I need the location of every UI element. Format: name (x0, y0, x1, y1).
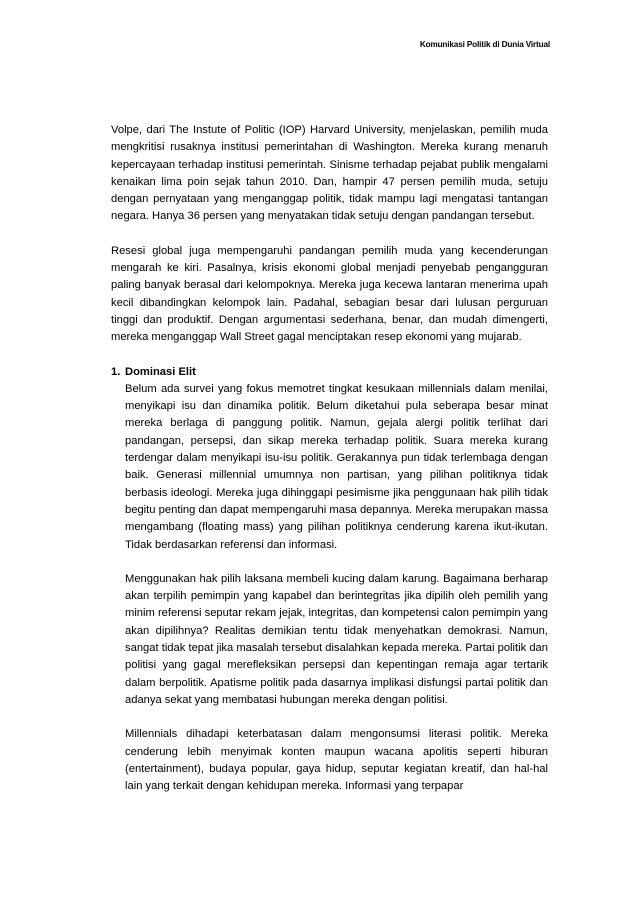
section-paragraph: Menggunakan hak pilih laksana membeli kucing dalam karung. Bagaimana berharap akan terpilih pemimpin yang kapabel dan berintegritas jika dipilih oleh pemilih yang minim referensi seputar rekam jejak, integritas, dan kompetensi calon pemimpin yang akan dipilihnya? Realitas demikian tentu tidak menyehatkan demokrasi. Namun, sangat tidak tepat jika masalah tersebut disalahkan kepada mereka. Partai politik dan politisi yang gagal merefleksikan persepsi dan kepentingan remaja agar tertarik dalam berpolitik. Apatisme politik pada dasarnya implikasi disfungsi partai politik dan adanya sekat yang membatasi hubungan mereka dengan politisi. (125, 572, 548, 706)
section-paragraph: Belum ada survei yang fokus memotret tingkat kesukaan millennials dalam menilai, menyikapi isu dan dinamika politik. Belum diketahui pula seberapa besar minat mereka berlaga di panggung politik. Namun, gejala alergi politik terlihat dari pandangan, persepsi, dan sikap mereka terhadap politik. Suara mereka kurang terdengar dalam menyikapi isu-isu politik. Gerakannya pun tidak terlembaga dengan baik. Generasi millennial umumnya non partisan, yang pilihan politiknya tidak berbasis ideologi. Mereka juga dihinggapi pesimisme jika penggunaan hak pilih tidak begitu penting dan dapat mempengaruhi masa depannya. Mereka merupakan massa mengambang (floating mass) yang pilihan politiknya cenderung karena ikut-ikutan. Tidak berdasarkan referensi dan informasi. (125, 382, 548, 551)
section-number: 1. (111, 365, 121, 378)
paragraph: Volpe, dari The Instute of Politic (IOP) Harvard University, menjelaskan, pemilih muda mengkritisi rusaknya institusi pemerintahan di Washington. Mereka kurang menaruh kepercayaan terhadap institusi pemerintah. Sinisme terhadap pejabat publik mengalami kenaikan lima poin sejak tahun 2010. Dan, hampir 47 persen pemilih muda, setuju dengan pernyataan yang menganggap politik, tidak mampu lagi mengatasi tantangan negara. Hanya 36 persen yang menyatakan tidak setuju dengan pandangan tersebut. (111, 124, 548, 223)
document-body (111, 122, 548, 795)
section-dominasi-elit (111, 364, 548, 796)
section-title: Dominasi Elit (125, 365, 196, 378)
paragraph: Resesi global juga mempengaruhi pandangan pemilih muda yang kecenderungan mengarah ke kiri. Pasalnya, krisis ekonomi global menjadi penyebab pengangguran paling banyak berasal dari kelompoknya. Mereka juga kecewa lantaran menerima upah kecil dibandingkan kelompok lain. Padahal, sebagian besar dari lulusan perguruan tinggi dan produktif. Dengan argumentasi sederhana, benar, dan mudah dimengerti, mereka menganggap Wall Street gagal menciptakan resep ekonomi yang mujarab. (111, 244, 548, 344)
running-header: Komunikasi Politik di Dunia Virtual (419, 40, 550, 49)
section-paragraph: Millennials dihadapi keterbatasan dalam mengonsumsi literasi politik. Mereka cenderung lebih menyimak konten maupun wacana apolitis seperti hiburan (entertainment), budaya popular, gaya hidup, seputar kegiatan kreatif, dan hal-hal lain yang terkait dengan kehidupan mereka. Informasi yang terpapar (125, 728, 548, 793)
section-body (125, 381, 548, 796)
